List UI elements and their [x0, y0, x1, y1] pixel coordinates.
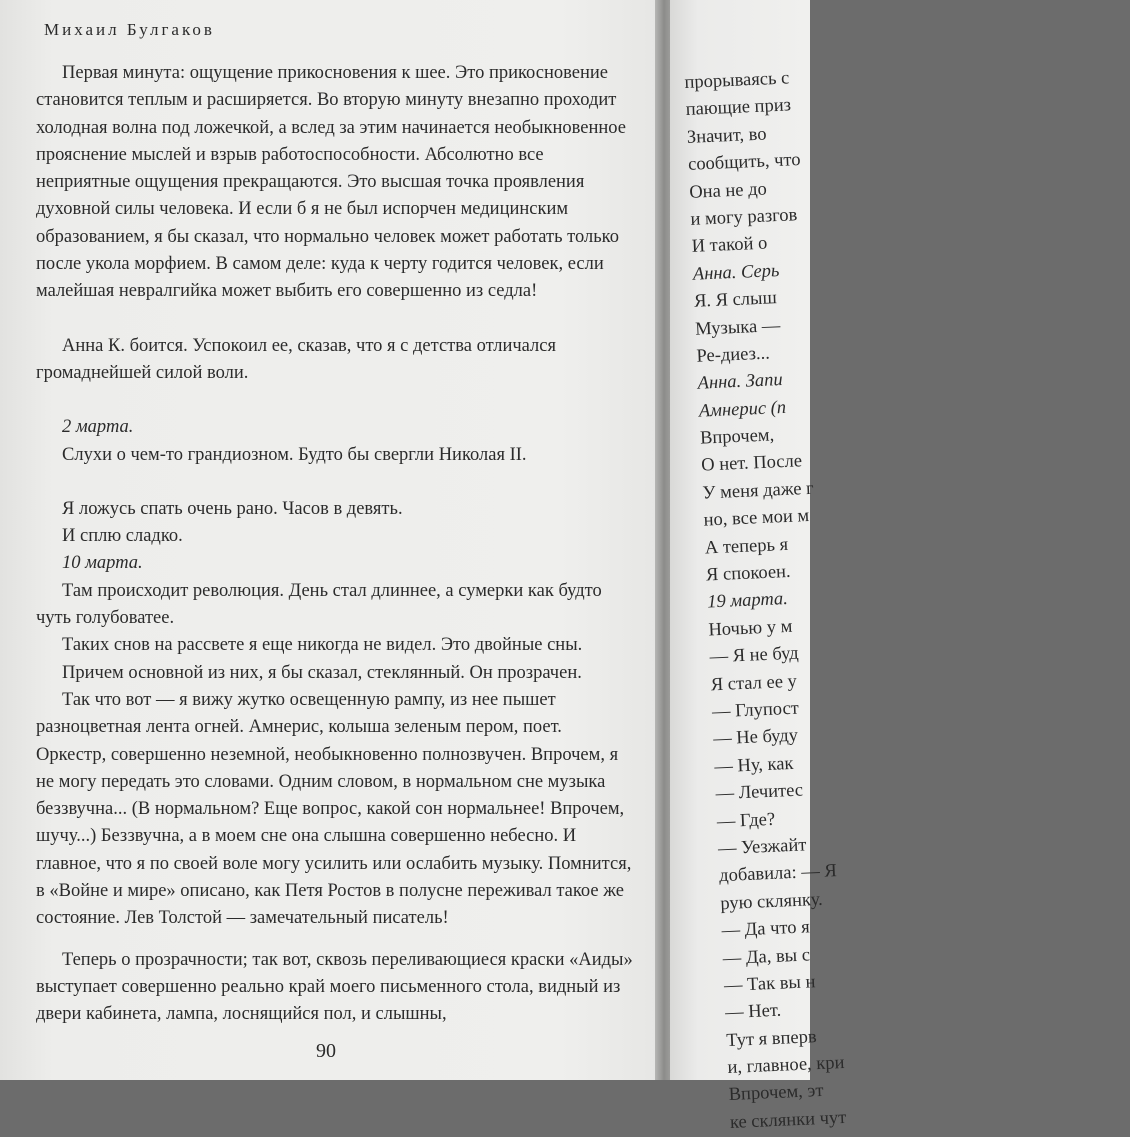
right-line: Ночью у м — [708, 616, 793, 641]
paragraph: Анна К. боится. Успокоил ее, сказав, что я с детства отличался громаднейшей силой воли. — [36, 335, 556, 383]
right-line: Впрочем, эт — [728, 1081, 824, 1106]
right-line: — Так вы н — [723, 972, 816, 997]
right-line: А теперь я — [704, 534, 789, 559]
right-line: — Глупост — [711, 698, 800, 723]
right-line: — Да, вы с — [722, 944, 811, 969]
right-line: И такой о — [691, 233, 768, 258]
right-line: Впрочем, — [699, 425, 775, 449]
right-line: пающие приз — [685, 95, 792, 121]
right-line: Я стал ее у — [710, 671, 798, 695]
page-number: 90 — [316, 1040, 336, 1062]
right-line: — Ну, как — [713, 753, 794, 778]
right-line: Она не до — [688, 179, 768, 203]
right-line: — Да что я — [721, 917, 811, 942]
body-text — [36, 60, 636, 1029]
paragraph: Так что вот — я вижу жутко освещенную рампу, из нее пышет разноцветная лента огней. Амнерис, колыша зеленым пером, поет. Оркестр, совершенно неземной, необыкновенно полнозвучен. Впрочем, я не могу передать это словами. Одним словом, в нормальном сне музыка беззвучна... (В нормальном? Еще вопрос, какой сон нормальнее! Впрочем, шучу...) Беззвучна, а в моем сне она слышна совершенно небесно. И главное, что я по своей воле могу усилить или ослабить музыку. Помнится, в «Войне и мире» описано, как Петя Ростов в полусне переживал такое же состояние. Лев Толстой — замечательный писатель! — [36, 689, 632, 929]
right-line: — Я не буд — [709, 643, 800, 668]
right-line: но, все мои м — [703, 506, 810, 531]
paragraph: Таких снов на рассвете я еще никогда не видел. Это двойные сны. — [62, 635, 583, 656]
right-line: сообщить, что — [687, 150, 801, 176]
right-line: — Нет. — [724, 1000, 782, 1024]
right-line: О нет. После — [700, 451, 803, 477]
paragraph: Причем основной из них, я бы сказал, стеклянный. Он прозрачен. — [62, 662, 582, 683]
right-line: Тут я вперв — [725, 1026, 818, 1051]
paragraph: Теперь о прозрачности; так вот, сквозь переливающиеся краски «Аиды» выступает совершенно реально край моего письменного стола, видный из двери кабинета, лампа, лоснящийся пол, и слышны, — [36, 949, 633, 1025]
paragraph: Я ложусь спать очень рано. Часов в девять. — [62, 498, 403, 519]
paragraph: Первая минута: ощущение прикосновения к шее. Это прикосновение становится теплым и расширяется. Во вторую минуту внезапно проходит холодная волна под ложечкой, а вслед за этим начинается необыкновенное прояснение мыслей и взрыв работоспособности. Абсолютно все неприятные ощущения прекращаются. Это высшая точка проявления духовной силы человека. И если б я не был испорчен медицинским образованием, я бы сказал, что нормально человек может работать только после укола морфием. В самом деле: куда к черту годится человек, если малейшая невралгийка может выбить его совершенно из седла! — [36, 63, 626, 302]
right-line: Я спокоен. — [705, 561, 792, 586]
paragraph: И сплю сладко. — [62, 526, 183, 547]
right-line: Я. Я слыш — [693, 288, 778, 312]
right-line: Ре-диез... — [696, 343, 771, 367]
paragraph: Там происходит революция. День стал длиннее, а сумерки как будто чуть голубоватее. — [36, 580, 602, 629]
right-line: и, главное, кри — [727, 1053, 845, 1079]
right-line: и могу разгов — [690, 205, 798, 230]
running-header: Михаил Булгаков — [44, 20, 215, 39]
date-heading: 10 марта. — [62, 553, 143, 574]
right-line: прорываясь с — [684, 68, 790, 93]
right-line: — Где? — [716, 809, 776, 832]
right-line: добавила: — Я — [718, 861, 838, 887]
right-line: 19 марта. — [706, 589, 789, 613]
paragraph: Слухи о чем-то грандиозном. Будто бы свергли Николая II. — [62, 444, 527, 465]
right-line: — Уезжайт — [717, 835, 807, 860]
right-line: — Лечитес — [715, 780, 804, 805]
date-heading: 2 марта. — [62, 417, 134, 438]
right-line: — Не буду — [712, 726, 799, 750]
right-line: Музыка — — [694, 315, 781, 340]
right-line: рую склянку. — [719, 889, 824, 914]
right-line: ке склянки чут — [729, 1107, 847, 1133]
right-line: Анна. Запи — [697, 370, 784, 394]
right-line: Амнерис (п — [698, 397, 787, 422]
right-page-text — [684, 53, 1130, 1137]
right-line: У меня даже г — [702, 478, 815, 504]
right-line: Значит, во — [686, 124, 767, 148]
right-line: Анна. Серь — [692, 260, 780, 285]
